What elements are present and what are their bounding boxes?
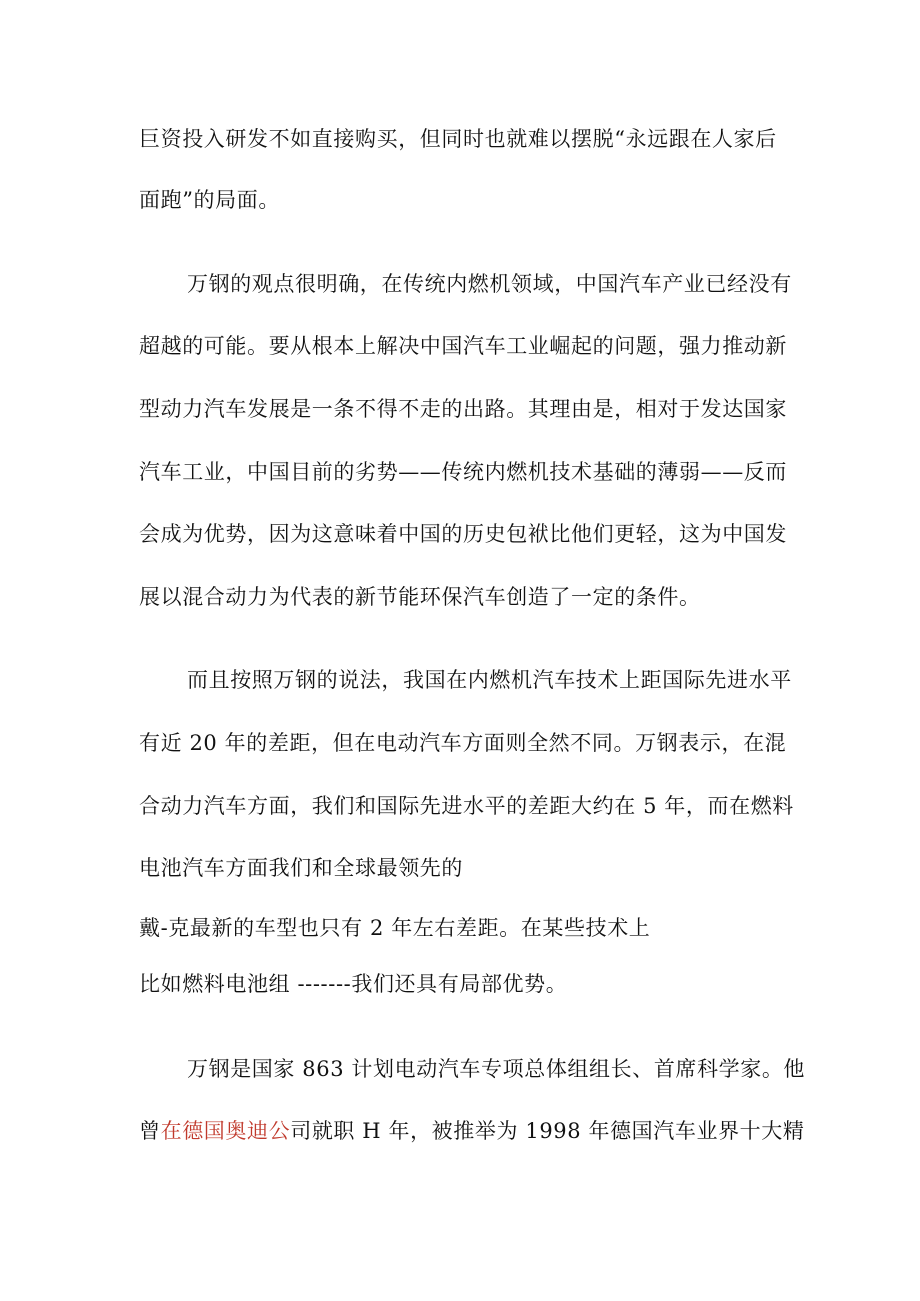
highlighted-text: 在德国奥迪公 bbox=[160, 1119, 291, 1143]
text-line-with-highlight bbox=[139, 1117, 804, 1145]
text-line: 会成为优势，因为这意味着中国的历史包袱比他们更轻，这为中国发 bbox=[139, 522, 787, 546]
text-line: 巨资投入研发不如直接购买，但同时也就难以摆脱“永远跟在人家后 bbox=[139, 127, 777, 151]
text-line: 型动力汽车发展是一条不得不走的出路。其理由是，相对于发达国家 bbox=[139, 397, 787, 421]
text-line: 电池汽车方面我们和全球最领先的 bbox=[139, 856, 463, 880]
text-line: 合动力汽车方面，我们和国际先进水平的差距大约在 5 年，而在燃料 bbox=[139, 794, 794, 818]
text-line: 超越的可能。要从根本上解决中国汽车工业崛起的问题，强力推动新 bbox=[139, 334, 787, 358]
text-line: 有近 20 年的差距，但在电动汽车方面则全然不同。万钢表示，在混 bbox=[139, 731, 787, 755]
text-line: 汽车工业，中国目前的劣势——传统内燃机技术基础的薄弱——反而 bbox=[139, 460, 787, 484]
text-line: 面跑”的局面。 bbox=[139, 188, 280, 212]
text-segment: 曾 bbox=[139, 1119, 161, 1143]
text-line: 万钢是国家 863 计划电动汽车专项总体组组长、首席科学家。他 bbox=[187, 1057, 806, 1081]
text-line: 而且按照万钢的说法，我国在内燃机汽车技术上距国际先进水平 bbox=[187, 668, 792, 692]
text-line: 展以混合动力为代表的新节能环保汽车创造了一定的条件。 bbox=[139, 585, 701, 609]
text-line: 戴-克最新的车型也只有 2 年左右差距。在某些技术上 bbox=[139, 916, 651, 940]
text-line: 万钢的观点很明确，在传统内燃机领域，中国汽车产业已经没有 bbox=[187, 272, 792, 296]
text-segment: 司就职 H 年，被推举为 1998 年德国汽车业界十大精 bbox=[290, 1119, 805, 1143]
text-line: 比如燃料电池组 -------我们还具有局部优势。 bbox=[139, 972, 568, 996]
